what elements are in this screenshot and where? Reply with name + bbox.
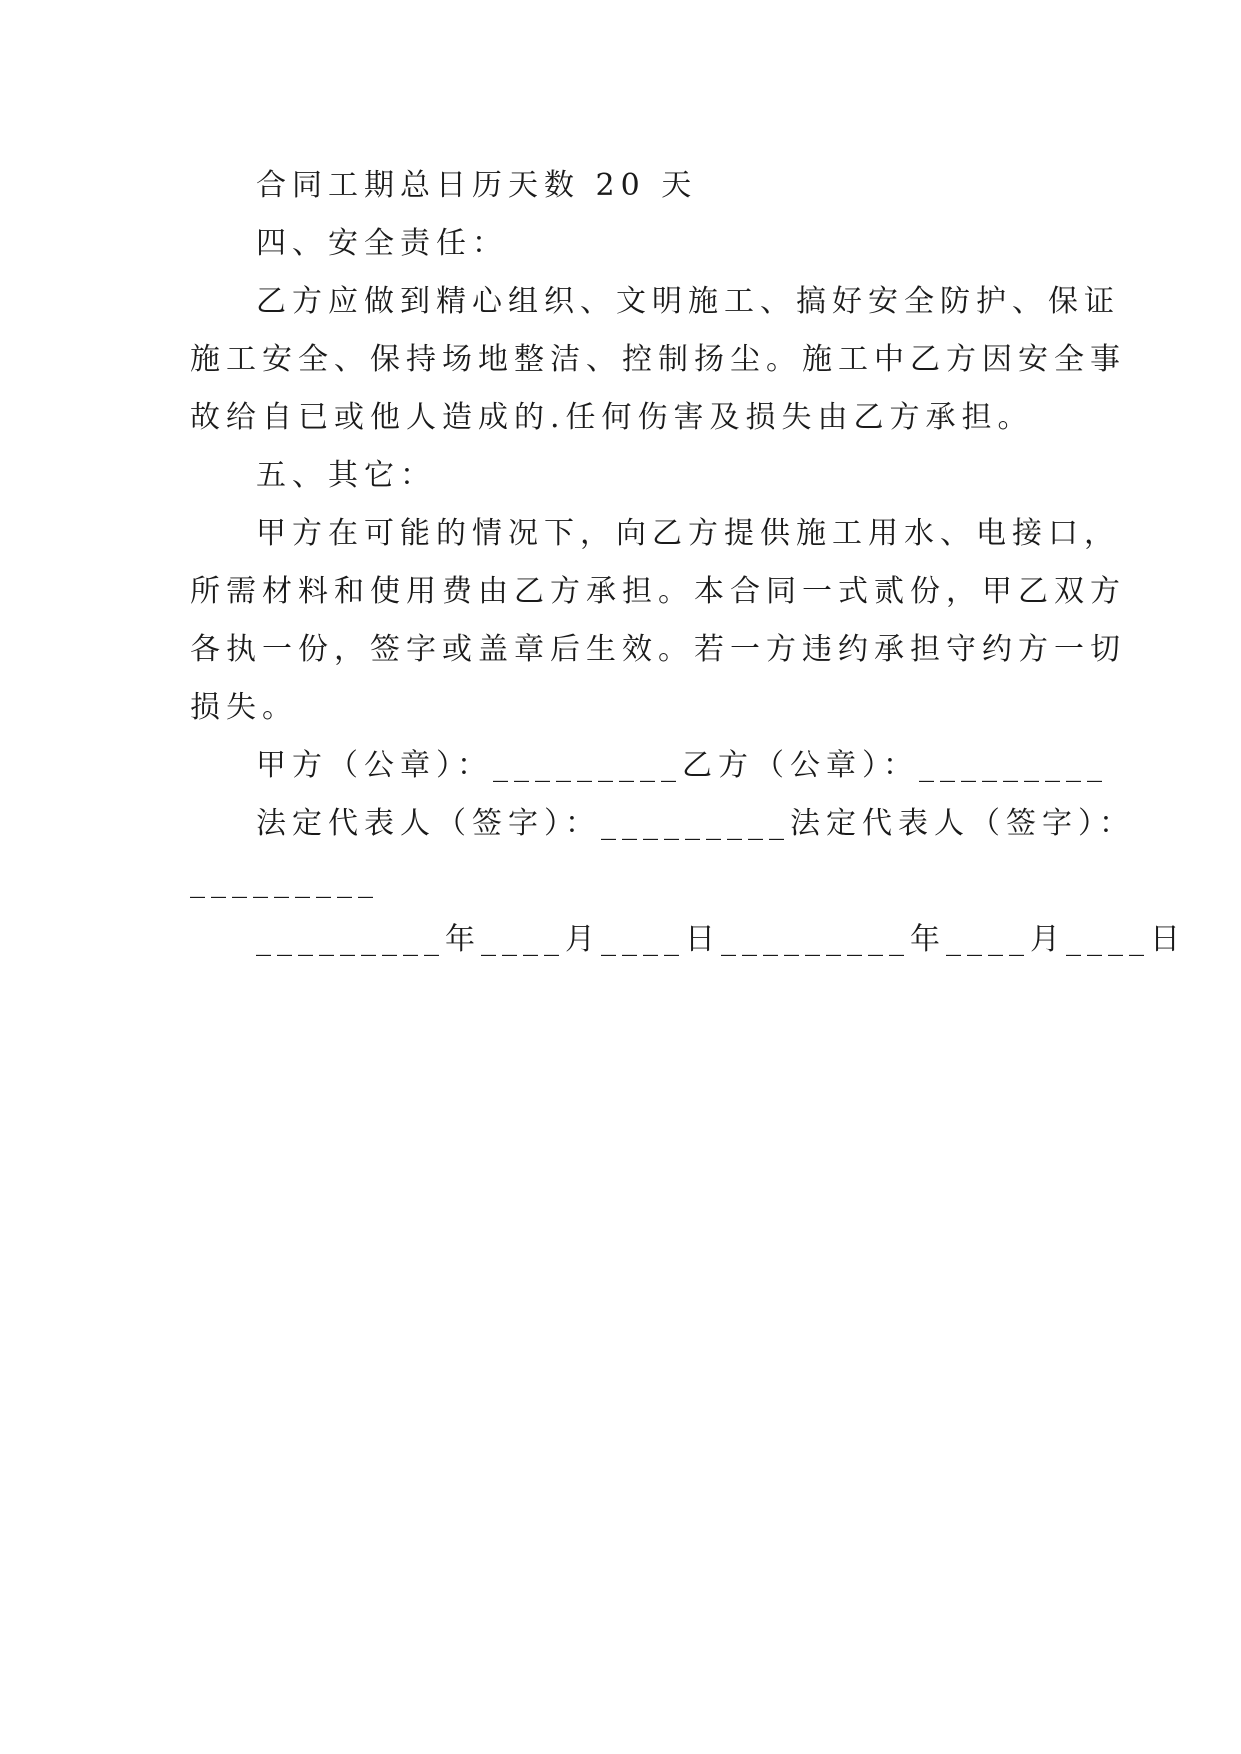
contract-duration-line: 合同工期总日历天数 20 天: [256, 168, 698, 203]
other-paragraph-line-1: 甲方在可能的情况下，向乙方提供施工用水、电接口，: [256, 516, 1120, 551]
safety-paragraph-line-3: 故给自已或他人造成的.任何伤害及损失由乙方承担。: [190, 400, 1034, 435]
date-line: _________年____月____日_________年____月____日: [256, 922, 1186, 957]
safety-paragraph-line-2: 施工安全、保持场地整洁、控制扬尘。施工中乙方因安全事: [190, 342, 1126, 377]
representative-signature-blank: _________: [190, 864, 379, 899]
section-five-heading: 五、其它：: [256, 458, 436, 493]
legal-representative-line: 法定代表人（签字）：_________法定代表人（签字）：: [256, 806, 1135, 841]
other-paragraph-line-2: 所需材料和使用费由乙方承担。本合同一式贰份，甲乙双方: [190, 574, 1126, 609]
party-seal-line: 甲方（公章）：_________乙方（公章）：_________: [256, 748, 1108, 783]
section-four-heading: 四、安全责任：: [256, 226, 508, 261]
other-paragraph-line-4: 损失。: [190, 690, 298, 725]
other-paragraph-line-3: 各执一份，签字或盖章后生效。若一方违约承担守约方一切: [190, 632, 1126, 667]
safety-paragraph-line-1: 乙方应做到精心组织、文明施工、搞好安全防护、保证: [256, 284, 1120, 319]
